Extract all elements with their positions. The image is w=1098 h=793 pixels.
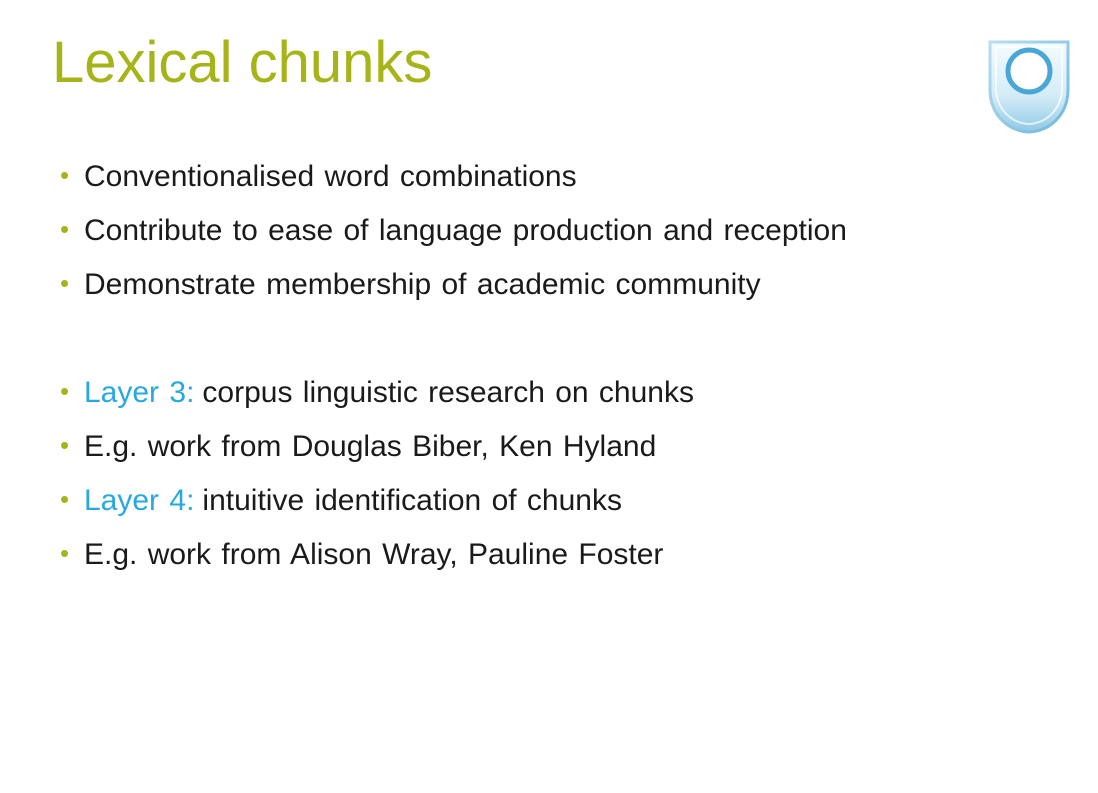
bullet-item <box>60 216 1070 254</box>
bullet-item <box>60 540 1070 578</box>
bullet-highlight: Layer 3: <box>84 376 195 409</box>
slide-title: Lexical chunks <box>52 30 433 95</box>
bullet-item <box>60 486 1070 524</box>
bullet-text: intuitive identification of chunks <box>202 484 622 517</box>
bullet-text: E.g. work from Alison Wray, Pauline Foster <box>84 538 664 571</box>
bullet-marker: • <box>60 376 70 406</box>
bullet-text: Conventionalised word combinations <box>84 160 577 193</box>
bullet-highlight: Layer 4: <box>84 484 195 517</box>
bullet-item <box>60 432 1070 470</box>
bullet-marker: • <box>60 484 70 514</box>
open-university-shield-icon <box>986 39 1072 135</box>
bullet-text: corpus linguistic research on chunks <box>202 376 694 409</box>
bullet-marker: • <box>60 160 70 190</box>
bullet-item <box>60 378 1070 416</box>
bullet-text: E.g. work from Douglas Biber, Ken Hyland <box>84 430 657 463</box>
bullet-list <box>60 162 1070 594</box>
bullet-marker: • <box>60 430 70 460</box>
bullet-marker: • <box>60 214 70 244</box>
bullet-marker: • <box>60 268 70 298</box>
bullet-text: Contribute to ease of language production and reception <box>84 214 847 247</box>
bullet-text: Demonstrate membership of academic community <box>84 268 761 301</box>
bullet-item <box>60 162 1070 200</box>
bullet-marker: • <box>60 538 70 568</box>
bullet-item <box>60 270 1070 308</box>
